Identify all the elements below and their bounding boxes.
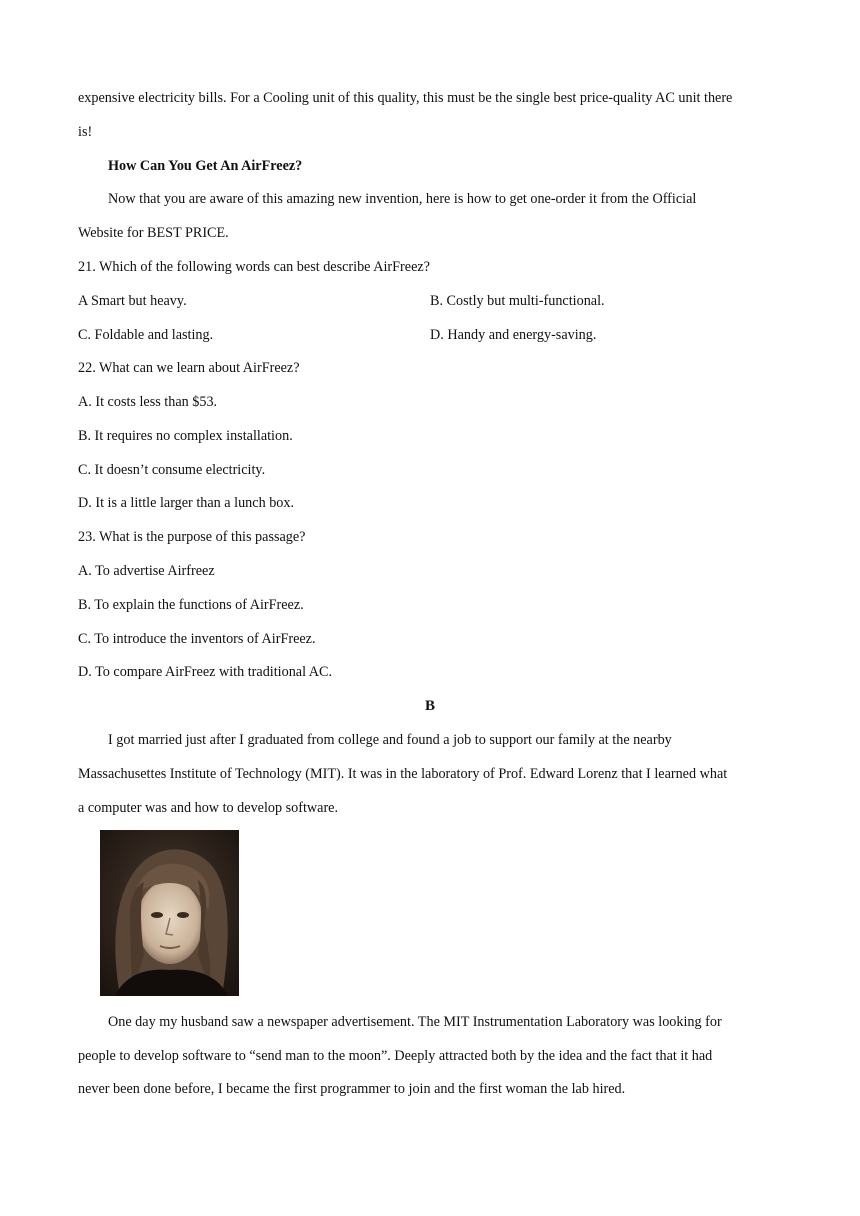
- answer-option: B. To explain the functions of AirFreez.: [78, 597, 304, 613]
- answer-option: A. To advertise Airfreez: [78, 563, 215, 579]
- answer-option: D. To compare AirFreez with traditional AC.: [78, 664, 333, 680]
- passage-heading: B: [424, 698, 435, 714]
- passage-text-line: people to develop software to “send man to the moon”. Deeply attracted both by the idea and the fact that it had: [78, 1048, 713, 1064]
- passage-text-line: a computer was and how to develop software.: [78, 800, 339, 816]
- answer-option: B. Costly but multi-functional.: [430, 293, 605, 309]
- answer-option: D. Handy and energy-saving.: [430, 327, 597, 343]
- passage-text-line: is!: [78, 124, 93, 140]
- answer-option: B. It requires no complex installation.: [78, 428, 293, 444]
- answer-option: C. It doesn’t consume electricity.: [78, 462, 266, 478]
- passage-text-line: Website for BEST PRICE.: [78, 225, 229, 241]
- passage-text-line: Now that you are aware of this amazing new invention, here is how to get one-order it from the Official: [108, 191, 697, 207]
- passage-text-line: never been done before, I became the first programmer to join and the first woman the lab hired.: [78, 1081, 626, 1097]
- question-stem: 22. What can we learn about AirFreez?: [78, 360, 300, 376]
- answer-option: C. Foldable and lasting.: [78, 327, 214, 343]
- answer-option: A. It costs less than $53.: [78, 394, 218, 410]
- passage-text-line: One day my husband saw a newspaper advertisement. The MIT Instrumentation Laboratory was looking for: [108, 1014, 722, 1030]
- question-stem: 21. Which of the following words can best describe AirFreez?: [78, 259, 430, 275]
- passage-text-line: expensive electricity bills. For a Cooling unit of this quality, this must be the single best price-quality AC unit there: [78, 90, 733, 106]
- portrait-photo: [100, 830, 239, 996]
- answer-option: C. To introduce the inventors of AirFreez.: [78, 631, 316, 647]
- answer-option: A Smart but heavy.: [78, 293, 187, 309]
- portrait-image: [100, 830, 239, 996]
- answer-option: D. It is a little larger than a lunch box.: [78, 495, 295, 511]
- question-stem: 23. What is the purpose of this passage?: [78, 529, 306, 545]
- passage-text-line: I got married just after I graduated from college and found a job to support our family at the nearby: [108, 732, 672, 748]
- section-heading: How Can You Get An AirFreez?: [108, 158, 303, 174]
- passage-text-line: Massachusettes Institute of Technology (MIT). It was in the laboratory of Prof. Edward Lorenz that I learned what: [78, 766, 728, 782]
